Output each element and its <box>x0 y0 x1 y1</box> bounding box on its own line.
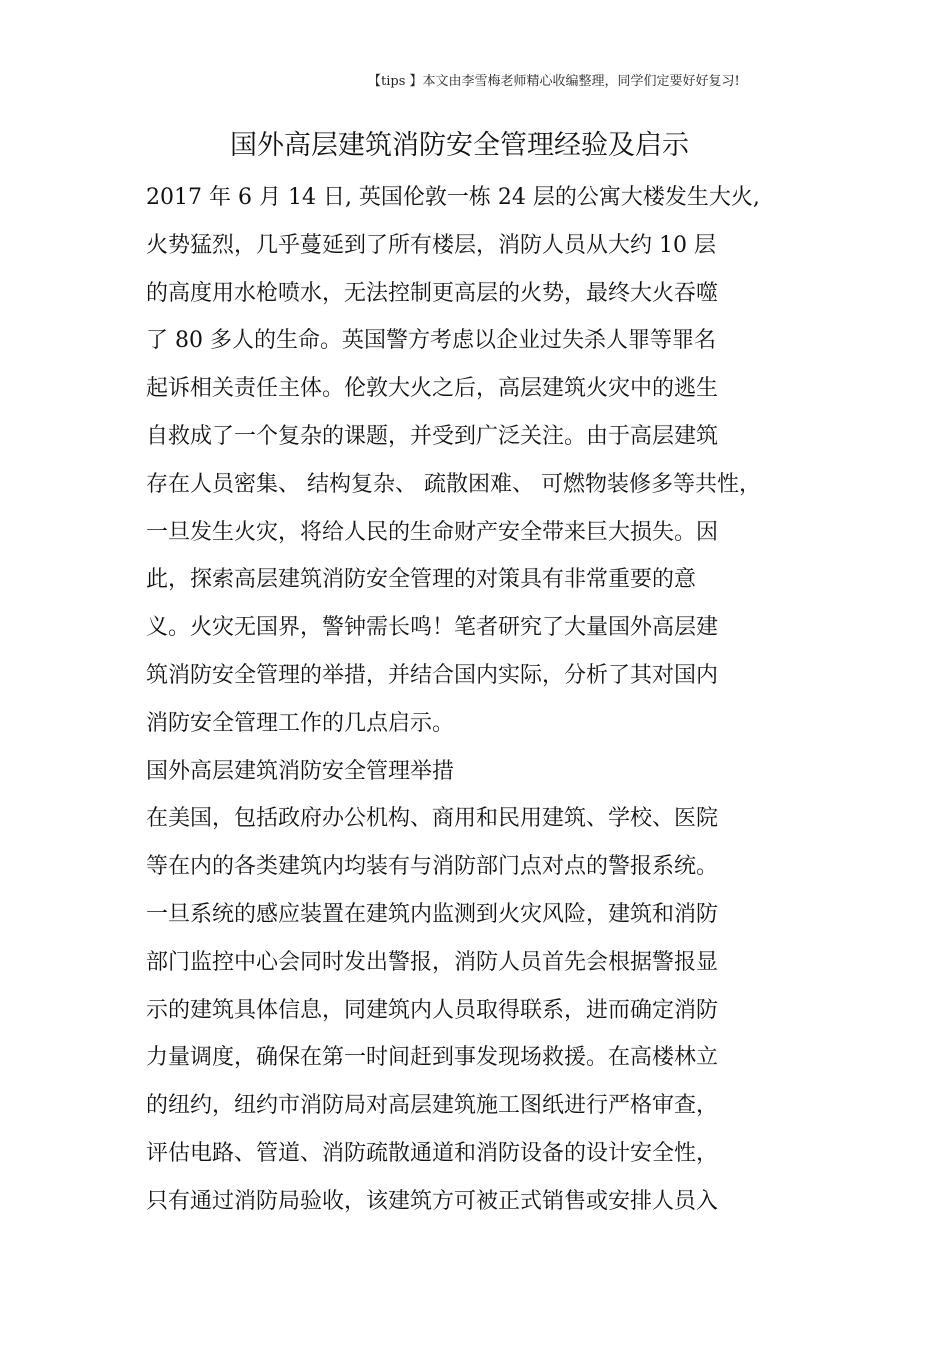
document-title: 国外高层建筑消防安全管理经验及启示 <box>230 130 689 161</box>
body-line: 此，探索高层建筑消防安全管理的对策具有非常重要的意 <box>146 567 697 592</box>
body-line: 的纽约，纽约市消防局对高层建筑施工图纸进行严格审查， <box>146 1093 719 1118</box>
body-line: 义。火灾无国界，警钟需长鸣！笔者研究了大量国外高层建 <box>146 615 719 640</box>
body-line: 部门监控中心会同时发出警报，消防人员首先会根据警报显 <box>146 950 719 975</box>
body-line: 存在人员密集、 结构复杂、 疏散困难、 可燃物装修多等共性， <box>146 472 761 497</box>
body-line: 2017 年 6 月 14 日, 英国伦敦一栋 24 层的公寓大楼发生大火, <box>146 185 760 210</box>
body-line: 筑消防安全管理的举措，并结合国内实际，分析了其对国内 <box>146 663 719 688</box>
body-line: 消防安全管理工作的几点启示。 <box>146 711 455 736</box>
body-line: 评估电路、管道、消防疏散通道和消防设备的设计安全性， <box>146 1141 719 1166</box>
body-line: 只有通过消防局验收，该建筑方可被正式销售或安排人员入 <box>146 1189 719 1214</box>
body-line: 示的建筑具体信息，同建筑内人员取得联系，进而确定消防 <box>146 998 719 1023</box>
body-line: 一旦发生火灾，将给人民的生命财产安全带来巨大损失。因 <box>146 520 719 545</box>
body-line: 一旦系统的感应装置在建筑内监测到火灾风险，建筑和消防 <box>146 902 719 927</box>
body-line: 的高度用水枪喷水，无法控制更高层的火势，最终大火吞噬 <box>146 281 719 306</box>
body-line: 火势猛烈，几乎蔓延到了所有楼层，消防人员从大约 10 层 <box>146 233 716 258</box>
body-line: 起诉相关责任主体。伦敦大火之后，高层建筑火灾中的逃生 <box>146 376 719 401</box>
body-line: 了 80 多人的生命。英国警方考虑以企业过失杀人罪等罪名 <box>146 328 716 353</box>
body-line: 力量调度，确保在第一时间赶到事发现场救援。在高楼林立 <box>146 1045 719 1070</box>
body-line: 在美国，包括政府办公机构、商用和民用建筑、学校、医院 <box>146 806 719 831</box>
body-line: 等在内的各类建筑内均装有与消防部门点对点的警报系统。 <box>146 854 719 879</box>
body-line: 自救成了一个复杂的课题，并受到广泛关注。由于高层建筑 <box>146 424 719 449</box>
tips-header: 【tips 】本文由李雪梅老师精心收编整理，同学们定要好好复习! <box>368 74 740 89</box>
section-heading: 国外高层建筑消防安全管理举措 <box>146 759 455 784</box>
